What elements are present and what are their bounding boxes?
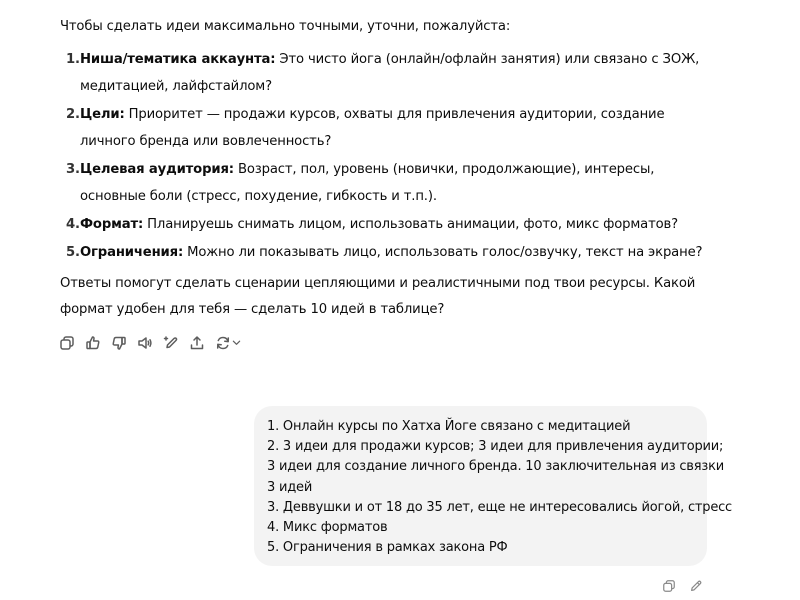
question-item [60,46,720,100]
question-item [60,211,720,238]
user-message-line: 5. Ограничения в рамках закона РФ [267,540,508,556]
chevron-down-icon [232,338,241,347]
questions-list [60,46,720,266]
assistant-message [60,14,720,323]
speaker-icon [137,335,153,351]
user-edit-button[interactable] [687,577,704,594]
question-title: Ниша/тематика аккаунта: [80,52,276,67]
user-message-line: 2. 3 идеи для продажи курсов; 3 идеи для привлечения аудитории; [267,439,724,455]
user-message-line: 3 идей [267,479,313,495]
question-text: Это чисто йога (онлайн/офлайн занятия) или связано с ЗОЖ, медитацией, лайфстайлом? [80,52,700,94]
copy-icon [59,335,75,351]
regenerate-icon [215,335,231,351]
pencil-icon [689,579,703,593]
user-message-line: 1. Онлайн курсы по Хатха Йоге связано с медитацией [267,419,631,434]
question-title: Ограничения: [80,245,184,260]
user-message-line: 3 идеи для создание личного бренда. 10 заключительная из связки [267,459,724,475]
question-text: Возраст, пол, уровень (новички, продолжающие), интересы, основные боли (стресс, похудение, гибкость и т.п.). [80,162,655,204]
share-icon [189,335,205,351]
user-message-line: 4. Микс форматов [267,520,388,536]
question-item [60,239,720,266]
question-item [60,101,720,155]
question-item [60,156,720,210]
share-button[interactable] [188,334,205,351]
question-number: 1. [66,52,80,67]
thumbs-down-icon [111,335,127,351]
pen-sparkle-icon [163,335,179,351]
question-text: Приоритет — продажи курсов, охваты для привлечения аудитории, создание личного бренда или вовлеченность? [80,107,665,149]
user-copy-button[interactable] [660,577,677,594]
question-text: Можно ли показывать лицо, использовать голос/озвучку, текст на экране? [183,245,703,260]
copy-button[interactable] [58,334,75,351]
copy-icon [662,579,676,593]
question-text: Планируешь снимать лицом, использовать анимации, фото, микс форматов? [143,217,679,232]
question-number: 5. [66,245,80,260]
edit-canvas-button[interactable] [162,334,179,351]
question-number: 4. [66,217,80,232]
question-number: 3. [66,162,80,177]
user-message-line: 3. Деввушки и от 18 до 35 лет, еще не интересовались йогой, стресс [267,499,733,515]
regenerate-button[interactable] [214,334,241,351]
thumbs-down-button[interactable] [110,334,127,351]
assistant-actions-toolbar [58,334,241,351]
thumbs-up-icon [85,335,101,351]
thumbs-up-button[interactable] [84,334,101,351]
assistant-outro: Ответы помогут сделать сценарии цепляющими и реалистичными под твои ресурсы. Какой формат удобен для тебя — сделать 10 идей в таблице? [60,276,696,317]
question-title: Цели: [80,107,125,122]
user-message-bubble [254,406,733,566]
read-aloud-button[interactable] [136,334,153,351]
user-message-actions [660,577,704,594]
assistant-intro: Чтобы сделать идеи максимально точными, уточни, пожалуйста: [60,19,511,34]
question-title: Формат: [80,217,144,232]
question-number: 2. [66,107,80,122]
question-title: Целевая аудитория: [80,162,234,177]
